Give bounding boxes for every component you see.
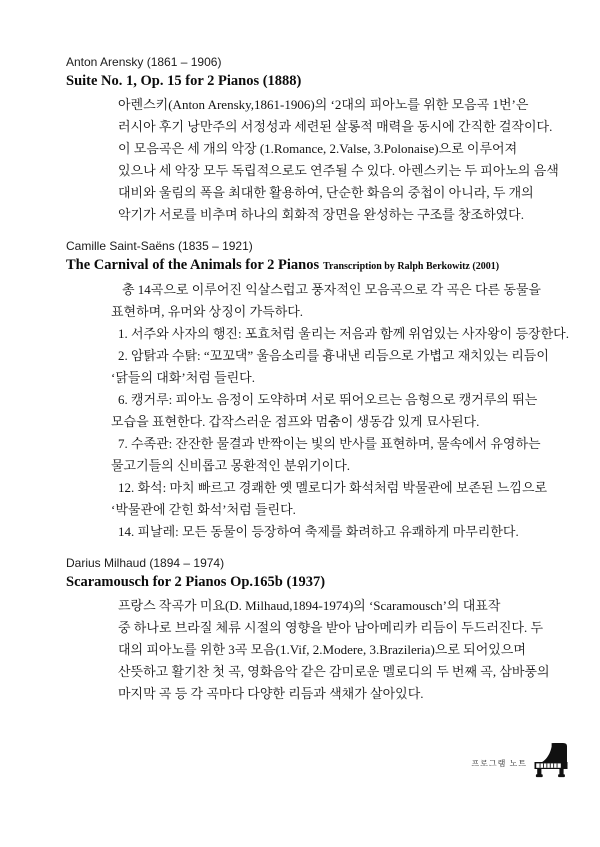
text-line: 프랑스 작곡가 미요(D. Milhaud,1894-1974)의 ‘Scaramousch’의 대표작 xyxy=(118,598,501,613)
text-line: 7. 수족관: 잔잔한 물결과 반짝이는 빛의 반사를 표현하며, 물속에서 유영하는 xyxy=(118,436,541,451)
text-line: 물고기들의 신비롭고 몽환적인 분위기이다. xyxy=(111,458,351,473)
piece-title-main: The Carnival of the Animals for 2 Pianos xyxy=(66,257,320,273)
text-line: 악기가 서로를 비추며 하나의 회화적 장면을 완성하는 구조를 창조하였다. xyxy=(118,207,524,222)
composer-name: Anton Arensky (1861 – 1906) xyxy=(66,55,222,69)
text-line: 14. 피날레: 모든 동물이 등장하여 축제를 화려하고 유쾌하게 마무리한다. xyxy=(118,524,519,539)
program-note-text xyxy=(118,94,559,226)
text-line: 있으나 세 악장 모두 독립적으로도 연주될 수 있다. 아렌스키는 두 피아노의 음색 xyxy=(118,163,559,178)
piece-title: Suite No. 1, Op. 15 for 2 Pianos (1888) xyxy=(66,73,302,89)
text-line: 총 14곡으로 이루어진 익살스럽고 풍자적인 모음곡으로 각 곡은 다른 동물을 xyxy=(122,282,541,297)
footer xyxy=(471,742,568,778)
program-note-text xyxy=(118,595,550,705)
text-line: ‘박물관에 갇힌 화석’처럼 들린다. xyxy=(111,502,296,517)
piece-title xyxy=(66,256,542,276)
text-line: 대의 피아노를 위한 3곡 모음(1.Vif, 2.Modere, 3.Brazileria)으로 되어있으며 xyxy=(118,642,526,657)
footer-label: 프로그램 노트 xyxy=(471,758,527,768)
piece-title-transcription: Transcription by Ralph Berkowitz (2001) xyxy=(323,261,500,272)
text-line: 1. 서주와 사자의 행진: 포효처럼 울리는 저음과 함께 위엄있는 사자왕이 등장한다. xyxy=(118,326,569,341)
text-line: 12. 화석: 마치 빠르고 경쾌한 옛 멜로디가 화석처럼 박물관에 보존된 느낌으로 xyxy=(118,480,548,495)
text-line: 중 하나로 브라질 체류 시절의 영향을 받아 남아메리카 리듬이 두드러진다. 두 xyxy=(118,620,544,635)
program-note-text xyxy=(111,279,569,543)
text-line: 산뜻하고 활기찬 첫 곡, 영화음악 같은 감미로운 멜로디의 두 번째 곡, 삼바풍의 xyxy=(118,664,550,679)
composer-name: Darius Milhaud (1894 – 1974) xyxy=(66,556,225,570)
text-line: 러시아 후기 낭만주의 서정성과 세련된 살롱적 매력을 동시에 간직한 걸작이다. xyxy=(118,119,553,134)
text-line: 2. 암탉과 수탉: “꼬꼬댁” 울음소리를 흉내낸 리듬으로 가볍고 재치있는 리듬이 xyxy=(118,348,549,363)
grand-piano-icon xyxy=(534,742,568,778)
text-line: 모습을 표현한다. 갑작스러운 점프와 멈춤이 생동감 있게 묘사된다. xyxy=(111,414,480,429)
section-milhaud xyxy=(66,555,550,705)
section-saint-saens xyxy=(66,238,569,543)
text-line: 표현하며, 유머와 상징이 가득하다. xyxy=(111,304,304,319)
piece-title: Scaramousch for 2 Pianos Op.165b (1937) xyxy=(66,574,326,590)
text-line: 6. 캥거루: 피아노 음정이 도약하며 서로 뛰어오르는 음형으로 캥거루의 뛰는 xyxy=(118,392,538,407)
text-line: 대비와 울림의 폭을 최대한 활용하여, 단순한 화음의 중첩이 아니라, 두 개의 xyxy=(118,185,534,200)
text-line: 마지막 곡 등 각 곡마다 다양한 리듬과 색채가 살아있다. xyxy=(118,686,424,701)
text-line: 이 모음곡은 세 개의 악장 (1.Romance, 2.Valse, 3.Polonaise)으로 이루어져 xyxy=(118,141,518,156)
text-line: ‘닭들의 대화’처럼 들린다. xyxy=(111,370,255,385)
composer-name: Camille Saint-Saëns (1835 – 1921) xyxy=(66,239,253,253)
text-line: 아렌스키(Anton Arensky,1861-1906)의 ‘2대의 피아노를 위한 모음곡 1번’은 xyxy=(118,97,529,112)
section-arensky xyxy=(66,54,559,226)
